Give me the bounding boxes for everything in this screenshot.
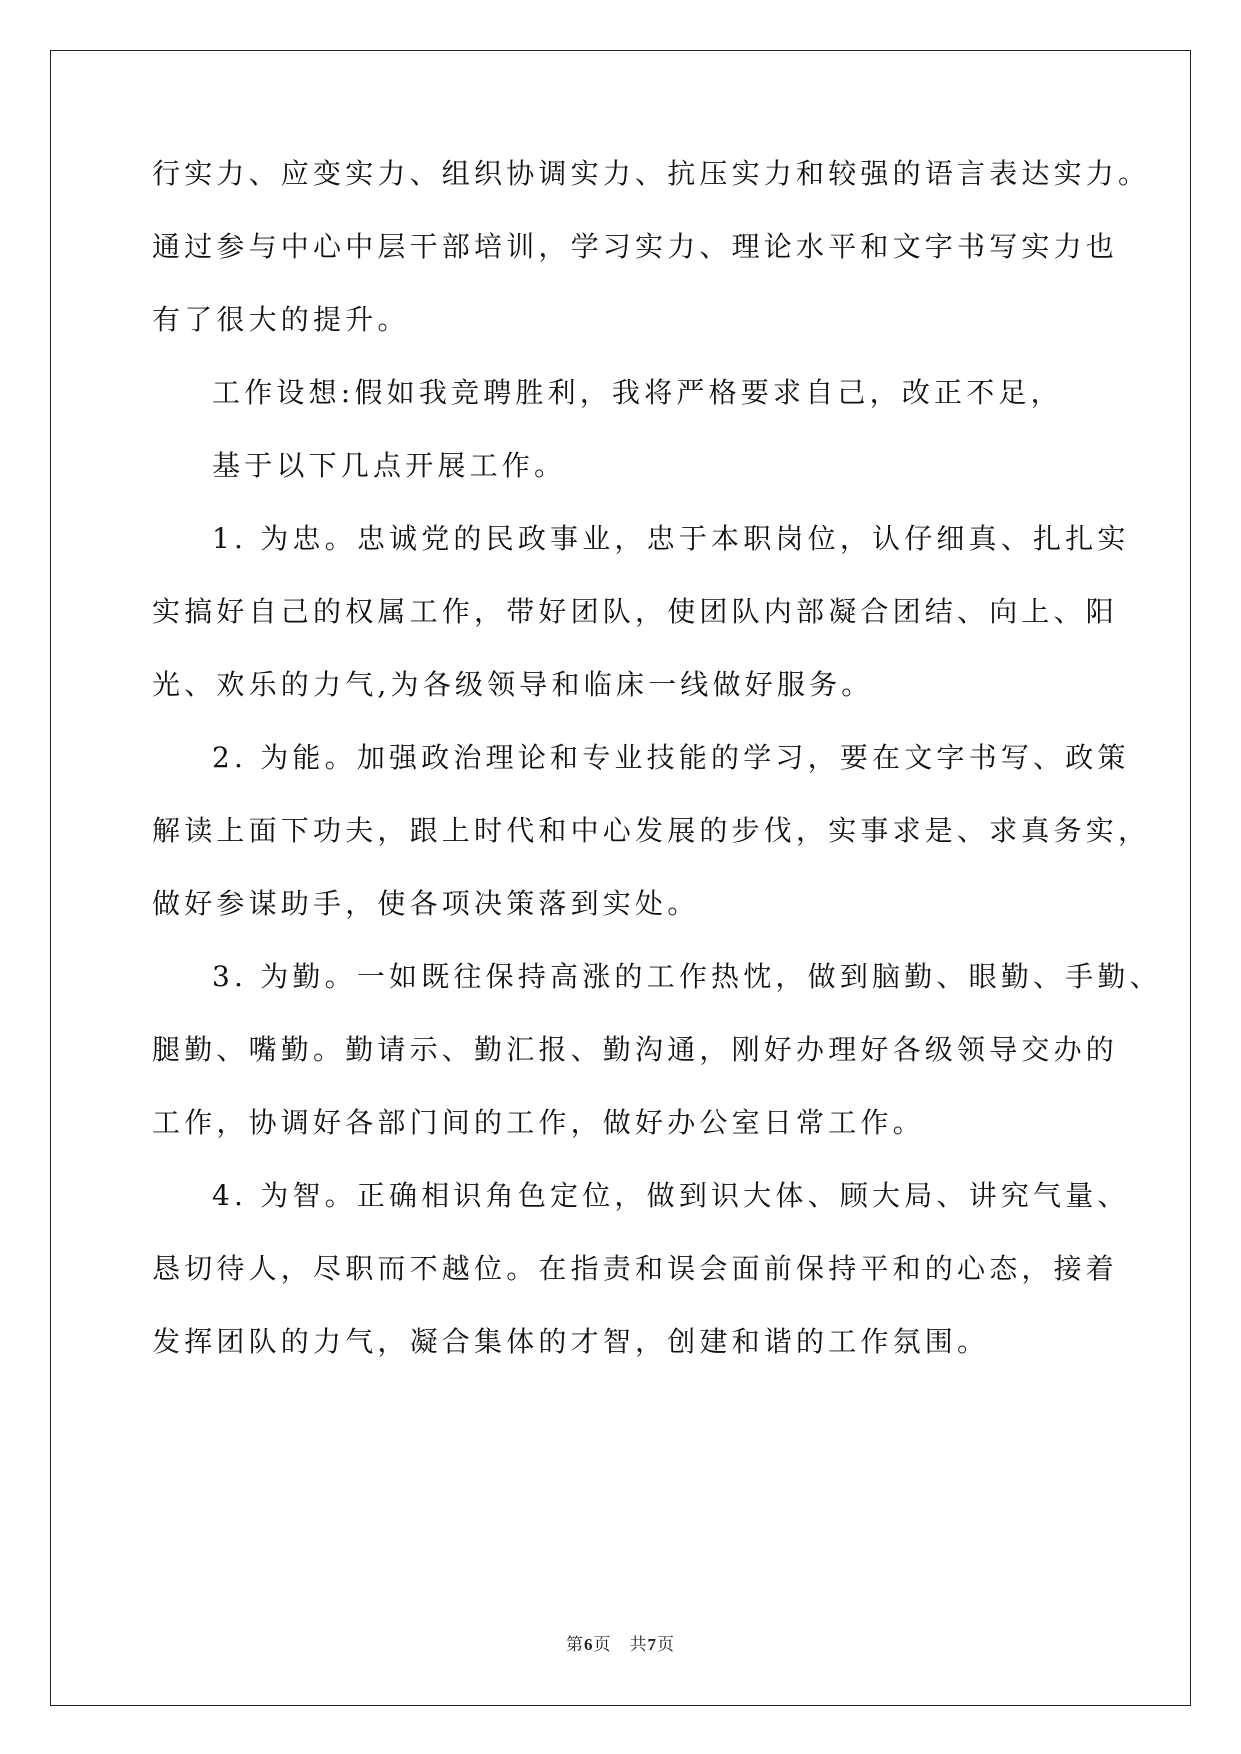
footer-suffix: 页 [657,1635,675,1655]
text-line: 2. 为能。加强政治理论和专业技能的学习，要在文字书写、政策 [212,741,1130,774]
footer-prefix: 第 [566,1635,584,1655]
text-line: 光、欢乐的力气,为各级领导和临床一线做好服务。 [152,668,874,701]
text-line: 腿勤、嘴勤。勤请示、勤汇报、勤沟通，刚好办理好各级领导交办的 [152,1033,1119,1066]
text-line: 解读上面下功夫，跟上时代和中心发展的步伐，实事求是、求真务实， [152,814,1151,847]
text-line: 4. 为智。正确相识角色定位，做到识大体、顾大局、讲究气量、 [212,1179,1130,1212]
text-line: 3. 为勤。一如既往保持高涨的工作热忱，做到脑勤、眼勤、手勤、 [212,960,1162,993]
text-line: 工作，协调好各部门间的工作，做好办公室日常工作。 [152,1106,925,1139]
text-line: 实搞好自己的权属工作，带好团队，使团队内部凝合团结、向上、阳 [152,595,1119,628]
text-line: 工作设想:假如我竞聘胜利，我将严格要求自己，改正不足， [212,376,1063,409]
text-line: 恳切待人，尽职而不越位。在指责和误会面前保持平和的心态，接着 [152,1252,1119,1285]
text-line: 有了很大的提升。 [152,303,410,336]
text-line: 发挥团队的力气，凝合集体的才智，创建和谐的工作氛围。 [152,1325,990,1358]
page-footer [0,1630,1241,1655]
text-line: 做好参谋助手，使各项决策落到实处。 [152,887,700,920]
footer-middle: 页 共 [593,1635,648,1655]
current-page-number: 6 [584,1635,594,1654]
total-page-number: 7 [647,1635,657,1654]
text-line: 行实力、应变实力、组织协调实力、抗压实力和较强的语言表达实力。 [152,157,1151,190]
text-line: 1. 为忠。忠诚党的民政事业，忠于本职岗位，认仔细真、扎扎实 [212,522,1130,555]
text-line: 基于以下几点开展工作。 [212,449,567,482]
text-line: 通过参与中心中层干部培训，学习实力、理论水平和文字书写实力也 [152,230,1119,263]
page-border [50,50,1191,1706]
